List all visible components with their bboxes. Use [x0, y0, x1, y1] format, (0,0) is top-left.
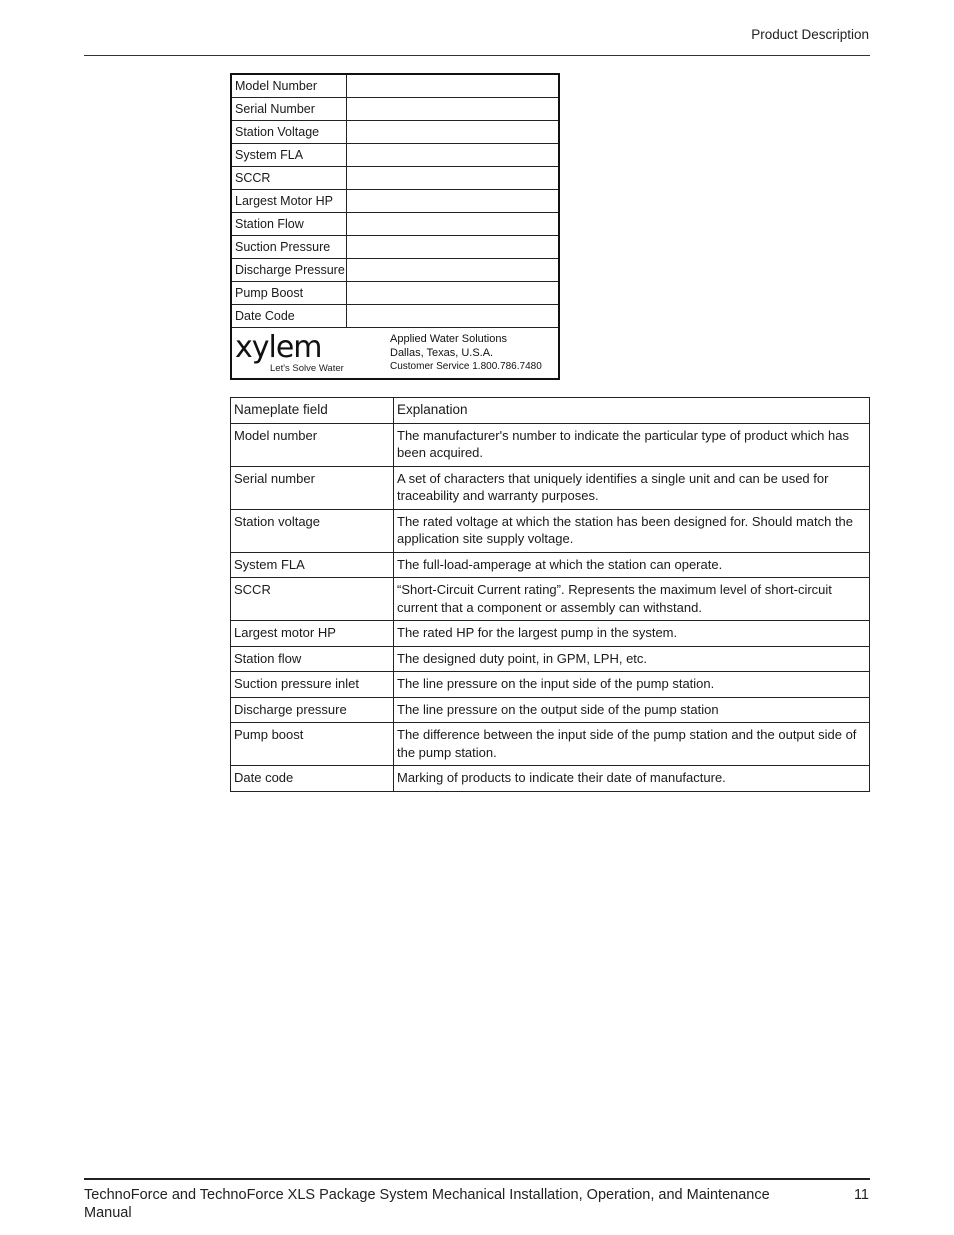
explanation-cell: The difference between the input side of the pump station and the output side of the pump station.: [394, 723, 870, 766]
nameplate-field-value: [347, 190, 558, 212]
nameplate-row: [232, 75, 558, 98]
section-title: Product Description: [751, 27, 869, 42]
explanation-cell: The manufacturer's number to indicate the particular type of product which has been acquired.: [394, 423, 870, 466]
field-cell: Discharge pressure: [231, 697, 394, 723]
field-cell: Pump boost: [231, 723, 394, 766]
nameplate-field-label: Suction Pressure: [232, 236, 347, 258]
field-cell: Date code: [231, 766, 394, 792]
nameplate-row: [232, 121, 558, 144]
table-row: [231, 672, 870, 698]
field-cell: Suction pressure inlet: [231, 672, 394, 698]
field-cell: Station voltage: [231, 509, 394, 552]
nameplate-field-value: [347, 167, 558, 189]
nameplate-field-label: Date Code: [232, 305, 347, 327]
nameplate-row: [232, 236, 558, 259]
customer-service: Customer Service 1.800.786.7480: [390, 361, 542, 372]
logo-tagline: Let's Solve Water: [270, 363, 344, 374]
document-title: TechnoForce and TechnoForce XLS Package System Mechanical Installation, Operation, and Maintenance Manual: [84, 1187, 770, 1221]
footer-rule: [84, 1178, 870, 1180]
explanation-cell: The line pressure on the input side of the pump station.: [394, 672, 870, 698]
page-number: 11: [853, 1187, 869, 1203]
nameplate-field-value: [347, 305, 558, 327]
manufacturer-address: [390, 332, 542, 374]
nameplate-field-label: Largest Motor HP: [232, 190, 347, 212]
nameplate-field-label: System FLA: [232, 144, 347, 166]
nameplate-field-value: [347, 282, 558, 304]
explanation-cell: The designed duty point, in GPM, LPH, etc.: [394, 646, 870, 672]
explanation-cell: The full-load-amperage at which the station can operate.: [394, 552, 870, 578]
field-cell: Station flow: [231, 646, 394, 672]
column-header: Nameplate field: [231, 398, 394, 424]
table-row: [231, 697, 870, 723]
table-row: [231, 466, 870, 509]
nameplate-field-label: Model Number: [232, 75, 347, 97]
nameplate-row: [232, 167, 558, 190]
explanation-cell: The rated voltage at which the station has been designed for. Should match the application site supply voltage.: [394, 509, 870, 552]
nameplate-field-label: Serial Number: [232, 98, 347, 120]
nameplate-explanation-table: [230, 397, 870, 792]
nameplate-field-label: Station Flow: [232, 213, 347, 235]
table-row: [231, 423, 870, 466]
table-row: [231, 646, 870, 672]
company-name: Applied Water Solutions: [390, 333, 507, 345]
explanation-cell: “Short-Circuit Current rating”. Represents the maximum level of short-circuit current that a component or assembly can withstand.: [394, 578, 870, 621]
table-row: [231, 552, 870, 578]
nameplate-field-value: [347, 98, 558, 120]
table-row: [231, 578, 870, 621]
nameplate-field-label: Station Voltage: [232, 121, 347, 143]
nameplate-field-label: Pump Boost: [232, 282, 347, 304]
table-row: [231, 621, 870, 647]
nameplate-row: [232, 282, 558, 305]
column-header: Explanation: [394, 398, 870, 424]
table-row: [231, 766, 870, 792]
table-header-row: [231, 398, 870, 424]
nameplate-field-label: SCCR: [232, 167, 347, 189]
nameplate-field-value: [347, 121, 558, 143]
nameplate-row: [232, 213, 558, 236]
field-cell: Serial number: [231, 466, 394, 509]
nameplate-field-value: [347, 75, 558, 97]
xylem-logo: [232, 328, 382, 378]
nameplate-field-value: [347, 259, 558, 281]
explanation-cell: Marking of products to indicate their date of manufacture.: [394, 766, 870, 792]
nameplate-row: [232, 259, 558, 282]
nameplate-field-label: Discharge Pressure: [232, 259, 347, 281]
nameplate-diagram: [230, 73, 560, 380]
nameplate-footer: [232, 328, 558, 378]
explanation-cell: The rated HP for the largest pump in the system.: [394, 621, 870, 647]
logo-wordmark: xylem: [235, 330, 322, 365]
nameplate-row: [232, 98, 558, 121]
nameplate-row: [232, 144, 558, 167]
nameplate-field-value: [347, 213, 558, 235]
nameplate-row: [232, 305, 558, 328]
nameplate-row: [232, 190, 558, 213]
table-row: [231, 509, 870, 552]
field-cell: SCCR: [231, 578, 394, 621]
nameplate-field-value: [347, 144, 558, 166]
field-cell: Model number: [231, 423, 394, 466]
header-rule: [84, 55, 870, 56]
explanation-cell: A set of characters that uniquely identifies a single unit and can be used for traceability and warranty purposes.: [394, 466, 870, 509]
company-city: Dallas, Texas, U.S.A.: [390, 347, 494, 359]
table-row: [231, 723, 870, 766]
nameplate-field-value: [347, 236, 558, 258]
explanation-cell: The line pressure on the output side of the pump station: [394, 697, 870, 723]
field-cell: System FLA: [231, 552, 394, 578]
field-cell: Largest motor HP: [231, 621, 394, 647]
